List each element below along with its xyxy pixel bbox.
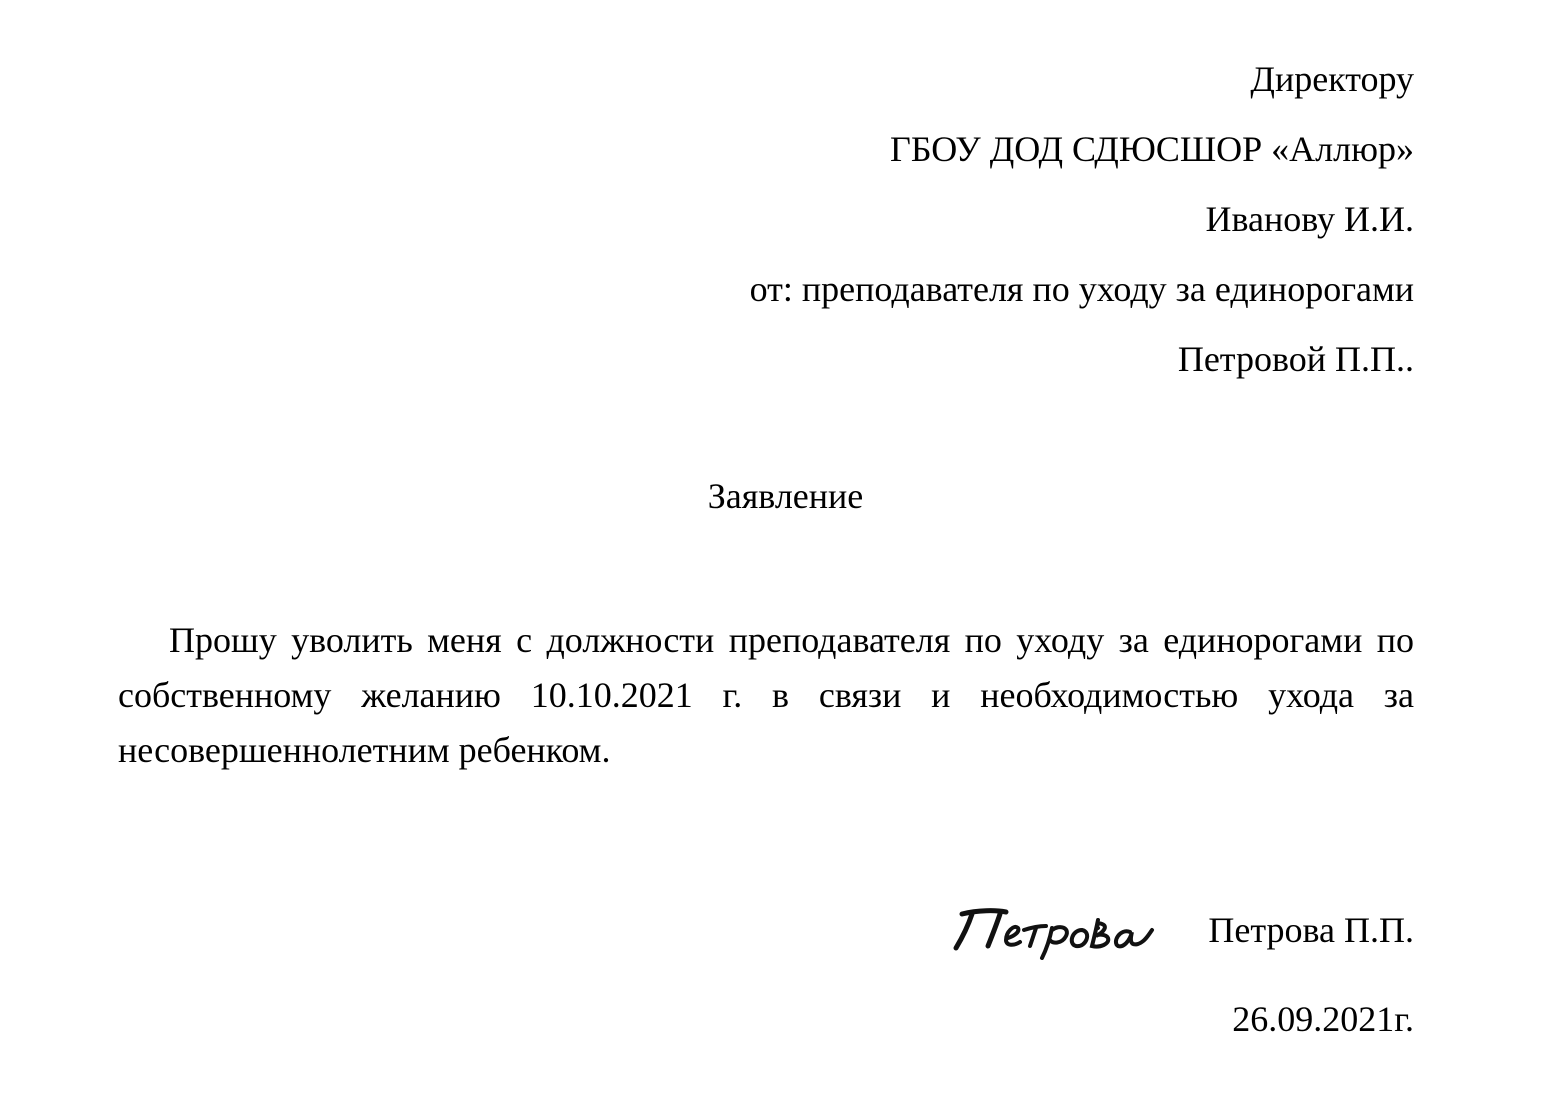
signer-name: Петрова П.П.	[1208, 910, 1414, 950]
recipient-name: Иванову И.И.	[1205, 199, 1414, 239]
document-title: Заявление	[707, 476, 864, 516]
handwritten-signature	[948, 900, 1168, 960]
addressee-block	[750, 44, 1414, 394]
sender-name: Петровой П.П..	[1177, 339, 1414, 379]
sender-position: от: преподавателя по уходу за единорогами	[749, 269, 1414, 309]
recipient-organization: ГБОУ ДОД СДЮСШОР «Аллюр»	[890, 129, 1414, 169]
document-date: 26.09.2021г.	[1232, 999, 1414, 1039]
signature-row	[948, 900, 1414, 960]
application-text: Прошу уволить меня с должности преподавателя по уходу за единорогами по собственному желанию 10.10.2021 г. в связи и необходимостью ухода за несовершеннолетним ребенком.	[118, 620, 1414, 770]
recipient-position: Директору	[1250, 59, 1414, 99]
